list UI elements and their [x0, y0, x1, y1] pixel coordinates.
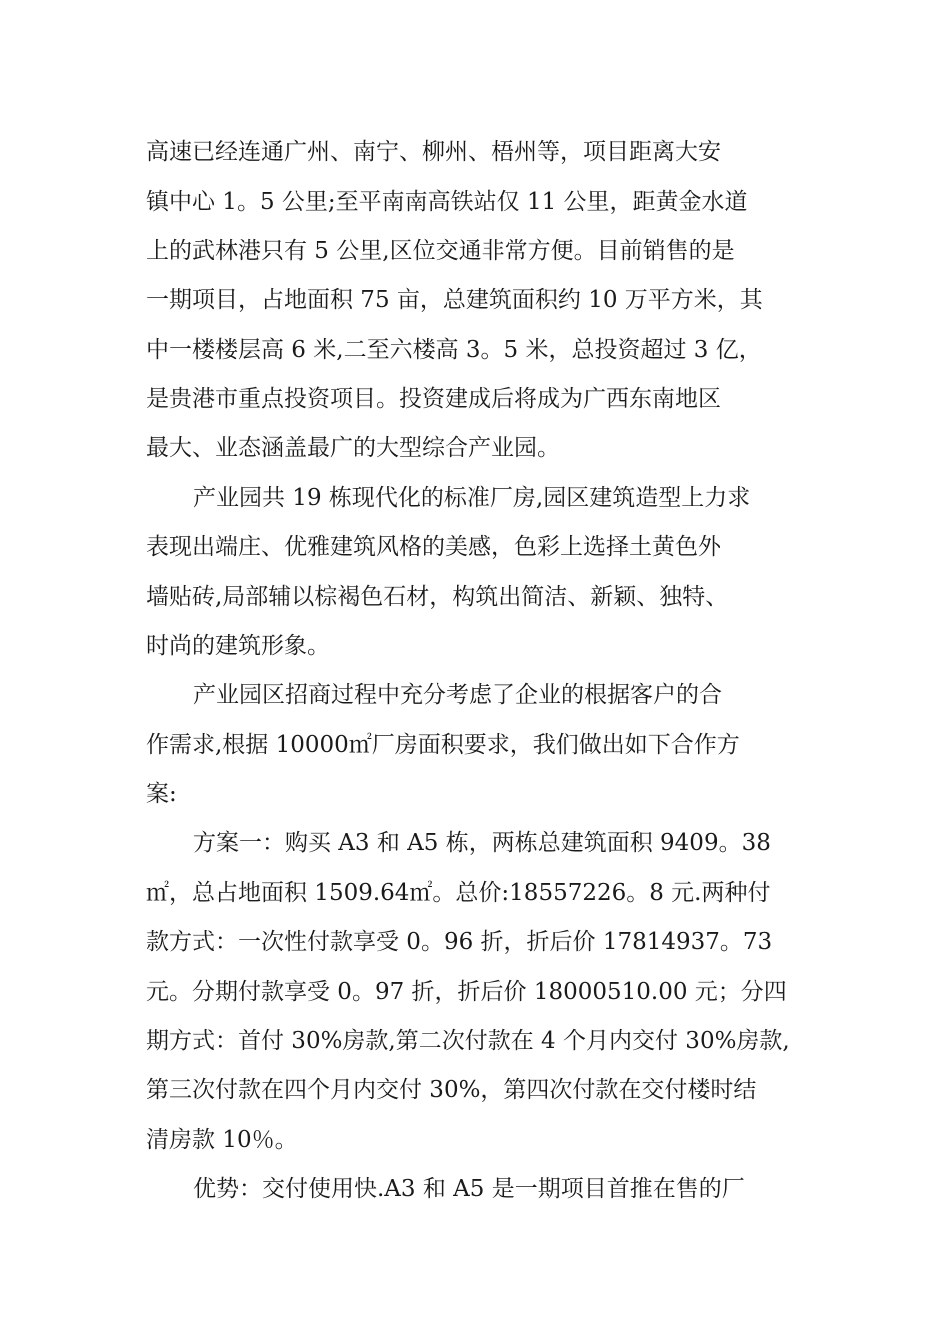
text-line: 墙贴砖,局部辅以棕褐色石材，构筑出简洁、新颖、独特、	[146, 584, 729, 610]
paragraph-first-line: 产业园区招商过程中充分考虑了企业的根据客户的合	[193, 682, 722, 708]
text-line: 第三次付款在四个月内交付 30%，第四次付款在交付楼时结	[146, 1077, 757, 1103]
text-line: 元。分期付款享受 0。97 折，折后价 18000510.00 元；分四	[146, 979, 787, 1005]
text-line: 上的武林港只有 5 公里,区位交通非常方便。目前销售的是	[146, 238, 735, 264]
text-line: 高速已经连通广州、南宁、柳州、梧州等，项目距离大安	[146, 139, 721, 165]
text-line: ㎡，总占地面积 1509.64㎡。总价:18557226。8 元.两种付	[146, 880, 771, 906]
text-line: 镇中心 1。5 公里;至平南南高铁站仅 11 公里，距黄金水道	[146, 189, 748, 215]
text-line: 款方式：一次性付款享受 0。96 折，折后价 17814937。73	[146, 929, 773, 955]
text-line: 一期项目，占地面积 75 亩，总建筑面积约 10 万平方米，其	[146, 287, 763, 313]
paragraph-first-line: 优势：交付使用快.A3 和 A5 是一期项目首推在售的厂	[193, 1176, 745, 1202]
paragraph-first-line: 方案一：购买 A3 和 A5 栋，两栋总建筑面积 9409。38	[193, 830, 771, 856]
text-line: 期方式：首付 30%房款,第二次付款在 4 个月内交付 30%房款,	[146, 1028, 790, 1054]
text-line: 清房款 10％。	[146, 1127, 298, 1153]
text-line: 表现出端庄、优雅建筑风格的美感，色彩上选择土黄色外	[146, 534, 721, 560]
text-line: 时尚的建筑形象。	[146, 633, 330, 659]
text-line: 案:	[146, 781, 177, 807]
text-line: 作需求,根据 10000㎡厂房面积要求，我们做出如下合作方	[146, 732, 740, 758]
paragraph-first-line: 产业园共 19 栋现代化的标准厂房,园区建筑造型上力求	[193, 485, 751, 511]
text-line: 中一楼楼层高 6 米,二至六楼高 3。5 米，总投资超过 3 亿，	[146, 337, 762, 363]
text-line: 最大、业态涵盖最广的大型综合产业园。	[146, 435, 560, 461]
text-line: 是贵港市重点投资项目。投资建成后将成为广西东南地区	[146, 386, 721, 412]
